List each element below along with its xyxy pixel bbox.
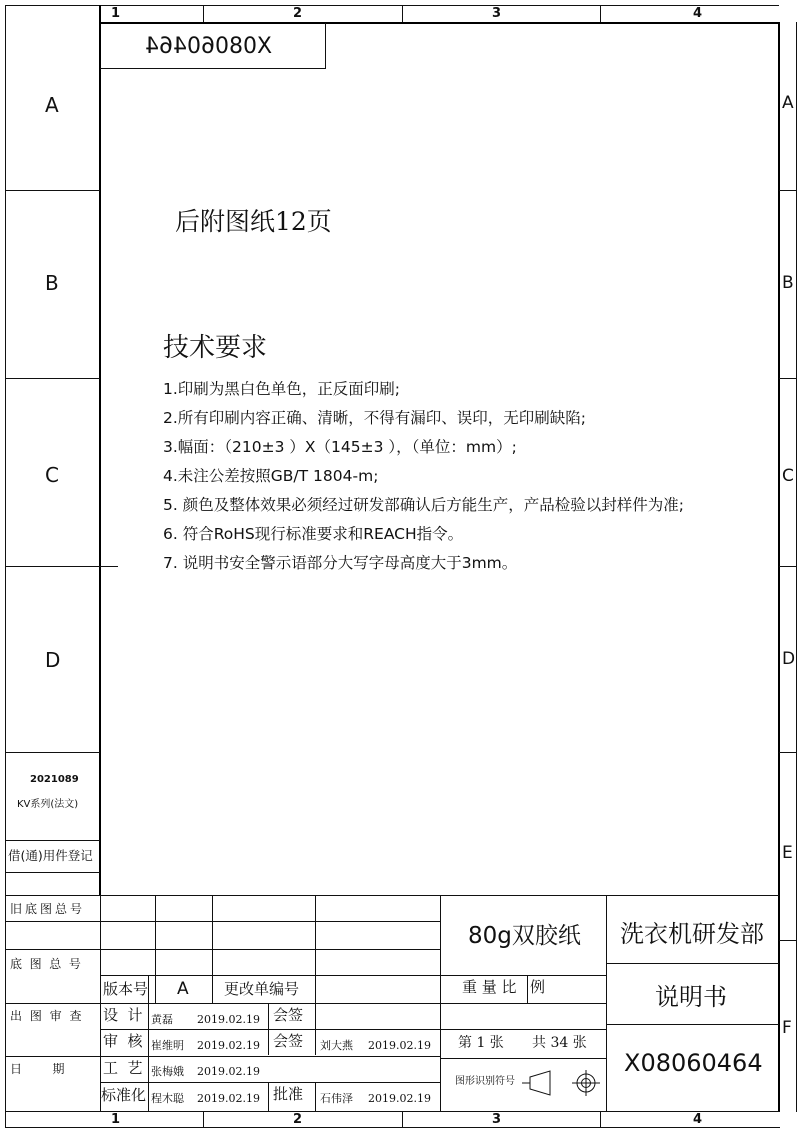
weight-label: 重 量 比 xyxy=(462,978,517,996)
tb-vline xyxy=(212,895,213,1003)
sheet-label: 第 1 张 xyxy=(458,1035,504,1051)
inner-frame-bottom xyxy=(5,1111,780,1112)
process-label: 工 艺 xyxy=(103,1059,143,1077)
col-number: 4 xyxy=(693,6,703,21)
col-number: 2 xyxy=(293,6,303,21)
requirement-item: 5. 颜色及整体效果必须经过研发部确认后方能生产，产品检验以封样件为准; xyxy=(163,496,684,514)
review-label: 审 核 xyxy=(103,1032,143,1050)
inner-frame-left xyxy=(99,5,101,895)
design-date: 2019.02.19 xyxy=(197,1013,260,1026)
old-base-label: 旧底图总号 xyxy=(10,902,86,916)
tb-line xyxy=(5,895,779,896)
requirement-item: 3.幅面：（210±3 ）X（145±3 ），（单位：mm）; xyxy=(163,438,517,456)
countersign-label-2: 会签 xyxy=(273,1032,304,1050)
requirement-item: 4.未注公差按照GB/T 1804-m; xyxy=(163,467,379,485)
col-divider xyxy=(203,1111,204,1127)
inner-frame-right xyxy=(778,22,780,1112)
requirements-title: 技术要求 xyxy=(163,333,268,363)
row-divider xyxy=(5,566,118,567)
row-divider-right xyxy=(779,752,797,753)
doc-number: X08060464 xyxy=(624,1049,763,1077)
frame-bottom-line xyxy=(5,1127,780,1128)
requirement-item: 6. 符合RoHS现行标准要求和REACH指令。 xyxy=(163,525,464,543)
tb-vline xyxy=(440,895,441,1111)
col-number: 3 xyxy=(492,6,502,21)
material-label: 80g双胶纸 xyxy=(468,923,581,949)
standard-date: 2019.02.19 xyxy=(197,1092,260,1105)
tb-line xyxy=(5,949,440,950)
requirement-item: 1.印刷为黑白色单色，正反面印刷; xyxy=(163,380,401,398)
col-number: 1 xyxy=(111,6,121,21)
row-divider-right xyxy=(779,190,797,191)
tb-line xyxy=(5,921,440,922)
process-date: 2019.02.19 xyxy=(197,1065,260,1078)
date-label: 日 期 xyxy=(10,1062,65,1076)
frame-top-left xyxy=(5,5,100,6)
design-name: 黄磊 xyxy=(151,1013,173,1026)
col-number: 1 xyxy=(111,1112,121,1127)
countersign-label: 会签 xyxy=(273,1006,304,1024)
side-series: KV系列(法文) xyxy=(17,799,79,810)
col-number: 4 xyxy=(693,1112,703,1127)
version-value: A xyxy=(177,979,189,999)
row-letter: E xyxy=(782,843,793,863)
row-divider xyxy=(5,752,100,753)
row-letter: F xyxy=(782,1018,792,1038)
tb-vline xyxy=(527,975,528,1003)
standard-name: 程木聪 xyxy=(151,1092,184,1105)
row-divider xyxy=(5,872,100,873)
total-label: 共 34 张 xyxy=(532,1035,587,1051)
row-divider xyxy=(5,190,100,191)
review-name: 崔维明 xyxy=(151,1039,184,1052)
department-label: 洗衣机研发部 xyxy=(620,920,764,948)
tb-vline xyxy=(606,895,607,1111)
approve-label: 批准 xyxy=(273,1085,304,1103)
approve-name: 石伟泽 xyxy=(320,1092,353,1105)
row-letter: B xyxy=(45,271,59,295)
attachment-note: 后附图纸12页 xyxy=(175,207,332,236)
register-label: 借(通)用件登记 xyxy=(8,848,93,863)
row-letter: A xyxy=(45,93,59,117)
scale-label: 例 xyxy=(530,978,546,996)
row-divider-right xyxy=(779,378,797,379)
col-divider xyxy=(402,1111,403,1127)
tb-line xyxy=(440,1058,606,1059)
row-letter: B xyxy=(782,273,794,293)
frame-top-line xyxy=(100,5,779,6)
countersign-date: 2019.02.19 xyxy=(368,1039,431,1052)
tb-vline xyxy=(268,1082,269,1111)
tb-vline xyxy=(148,975,149,1111)
frame-right-line xyxy=(796,22,797,1112)
process-name: 张梅娥 xyxy=(151,1065,184,1078)
tb-line xyxy=(779,940,797,941)
review-date: 2019.02.19 xyxy=(197,1039,260,1052)
row-letter: C xyxy=(782,466,794,486)
tb-vline xyxy=(100,895,101,1111)
col-number: 2 xyxy=(293,1112,303,1127)
tb-line xyxy=(606,1024,779,1025)
row-divider xyxy=(5,378,100,379)
approve-date: 2019.02.19 xyxy=(368,1092,431,1105)
tb-line xyxy=(100,975,606,976)
side-code: 2021089 xyxy=(30,774,79,785)
tb-line xyxy=(100,1029,606,1030)
tb-line xyxy=(100,1082,440,1083)
row-divider-right xyxy=(779,566,797,567)
row-letter: D xyxy=(45,648,61,672)
tb-vline xyxy=(268,1003,269,1055)
col-divider xyxy=(600,5,601,22)
col-divider xyxy=(600,1111,601,1127)
issue-check-label: 出 图 审 查 xyxy=(10,1009,84,1023)
row-divider xyxy=(5,840,100,841)
col-divider xyxy=(402,5,403,22)
row-letter: C xyxy=(45,463,59,487)
row-letter: A xyxy=(782,93,794,113)
tb-vline xyxy=(155,895,156,1003)
tb-line xyxy=(5,1056,440,1057)
projection-label: 图形识别符号 xyxy=(455,1076,515,1087)
standard-label: 标准化 xyxy=(101,1086,147,1104)
tb-vline xyxy=(315,1082,316,1111)
version-label: 版本号 xyxy=(103,980,149,998)
col-number: 3 xyxy=(492,1112,502,1127)
change-no-label: 更改单编号 xyxy=(224,980,300,998)
projection-symbol-icon xyxy=(522,1069,602,1099)
tb-line xyxy=(5,1003,606,1004)
mirrored-doc-number: X08060464 xyxy=(145,34,273,59)
tb-vline xyxy=(315,895,316,1055)
row-letter: D xyxy=(782,649,796,669)
col-divider xyxy=(203,5,204,22)
doc-name: 说明书 xyxy=(655,983,727,1011)
requirement-item: 7. 说明书安全警示语部分大写字母高度大于3mm。 xyxy=(163,554,518,572)
design-label: 设 计 xyxy=(103,1006,143,1024)
base-label: 底 图 总 号 xyxy=(10,957,81,971)
tb-line xyxy=(606,963,779,964)
countersign-name: 刘大燕 xyxy=(320,1039,353,1052)
requirement-item: 2.所有印刷内容正确、清晰，不得有漏印、误印，无印刷缺陷; xyxy=(163,409,587,427)
